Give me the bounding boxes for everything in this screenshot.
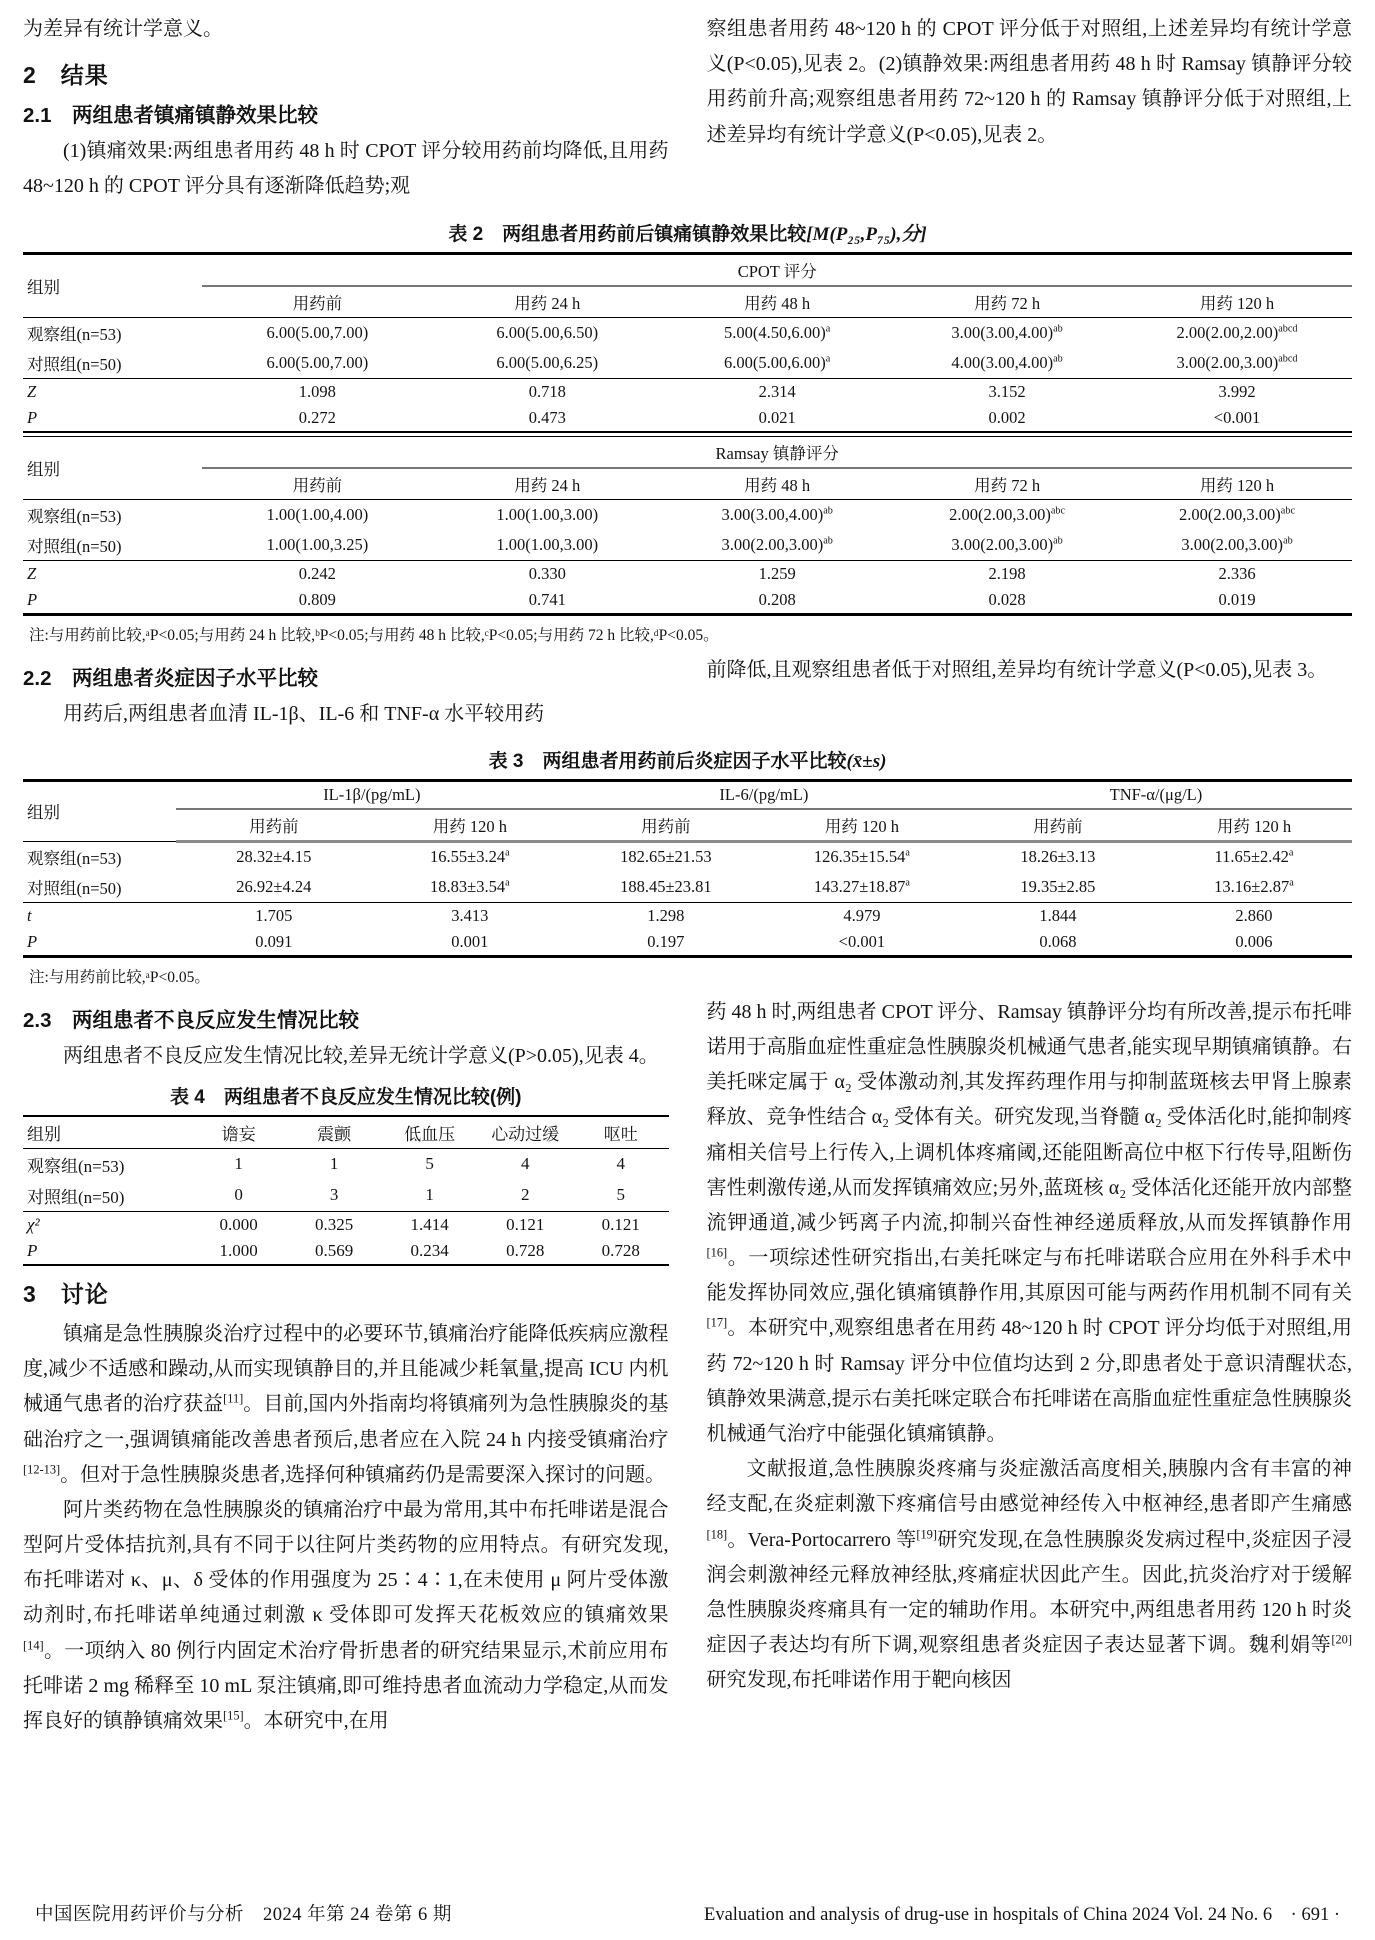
table-cell: 0.019	[1218, 589, 1256, 609]
table-cell: 2	[520, 1185, 530, 1205]
table-row	[23, 530, 1352, 561]
left-column-s22	[23, 653, 669, 732]
paragraph: 药 48 h 时,两组患者 CPOT 评分、Ramsay 镇静评分均有所改善,提示布托啡诺用于高脂血症性重症急性胰腺炎机械通气患者,能实现早期镇痛镇静。右美托咪定属于 α₂ 受体激动剂,其发挥药理作用与抑制蓝斑核去甲肾上腺素释放、竞争性结合 α₂ 受体有关。研究发现,当脊髓 α₂ 受体活化时,能抑制疼痛相关信号上行传入,上调机体疼痛阈,还能阻断高位中枢下行传导,阻断伤害性刺激传递,从而发挥镇痛效应;另外,蓝斑核 α₂ 受体活化还能开放内部整流钾通道,减少钙离子内流,抑制兴奋性神经递质释放,从而发挥镇静作用[16]。一项综述性研究指出,右美托咪定与布托啡诺联合应用在外科手术中能发挥协同效应,强化镇痛镇静作用,其原因可能与两药作用机制不同有关[17]。本研究中,观察组患者在用药 48~120 h 时 CPOT 评分均低于对照组,用药 72~120 h 时 Ramsay 评分中位值均达到 2 分,即患者处于意识清醒状态,镇静效果满意,提示右美托咪定联合布托啡诺在高脂血症性重症急性胰腺炎机械通气治疗中能强化镇痛镇静。	[706, 1000, 1352, 1445]
table-cell: 2.336	[1122, 560, 1352, 587]
column-header: 用药 24 h	[432, 286, 662, 318]
table-cell: 0.091	[255, 931, 293, 951]
results-intro-region	[23, 12, 1352, 205]
table4-block	[23, 1082, 669, 1266]
table-row	[23, 286, 1352, 318]
table-cell: 126.35±15.54$^a$	[813, 847, 910, 867]
table-cell: $3.00(2.00,3.00)^{abcd}$	[1176, 352, 1298, 372]
table-cell: 26.92±4.24	[236, 876, 312, 896]
table-cell: $3.00(2.00,3.00)^{ab}$	[1181, 534, 1293, 554]
table-cell: 5	[616, 1185, 625, 1205]
left-column-bottom	[23, 995, 669, 1739]
section-heading-discussion: 3 讨论	[23, 1280, 109, 1307]
table-row	[23, 436, 1352, 468]
table-cell: 3	[329, 1185, 339, 1205]
table-cell: 5	[425, 1154, 434, 1174]
table-cell: 6.00(5.00,7.00)	[266, 352, 369, 372]
table-cell: <0.001	[1213, 407, 1261, 427]
table-cell: 6.00(5.00,7.00)	[266, 322, 369, 342]
paragraph: 前降低,且观察组患者低于对照组,差异均有统计学意义(P<0.05),见表 3。	[706, 658, 1328, 681]
column-header: 用药 120 h	[1122, 468, 1352, 500]
table-cell: 0.234	[410, 1240, 449, 1260]
table-cell: $2.00(2.00,2.00)^{abcd}$	[1176, 322, 1298, 342]
table-cell: 19.35±2.85	[1020, 876, 1096, 896]
paragraph: (1)镇痛效果:两组患者用药 48 h 时 CPOT 评分较用药前均降低,且用药 48~120 h 的 CPOT 评分具有逐渐降低趋势;观	[23, 140, 669, 198]
row-label: P	[27, 931, 38, 951]
row-label: P	[27, 1240, 38, 1260]
row-label: 对照组(n=50)	[27, 536, 122, 556]
table-cell: 6.00(5.00,6.50)	[496, 322, 599, 342]
row-label: 对照组(n=50)	[27, 878, 122, 898]
table-cell: 0.000	[191, 1211, 287, 1238]
table-cell: 1	[425, 1185, 434, 1205]
table-cell: $3.00(3.00,4.00)^{ab}$	[951, 322, 1063, 342]
group-header: CPOT 评分	[202, 253, 1352, 286]
table-cell: 1	[329, 1154, 339, 1174]
table-row	[23, 929, 1352, 957]
table-cell: 6.00(5.00,6.25)	[496, 352, 599, 372]
paragraph: 文献报道,急性胰腺炎疼痛与炎症激活高度相关,胰腺内含有丰富的神经支配,在炎症刺激下疼痛信号由感觉神经传入中枢神经,患者即产生痛感[18]。Vera-Portocarrero 等[19]研究发现,在急性胰腺炎发病过程中,炎症因子浸润会刺激神经元释放神经肽,疼痛症状因此产生。因此,抗炎治疗对于缓解急性胰腺炎疼痛具有一定的辅助作用。本研究中,两组患者用药 120 h 时炎症因子表达均有所下调,观察组患者炎症因子表达显著下调。魏利娟等[20]研究发现,布托啡诺作用于靶向核因	[706, 1458, 1352, 1692]
table-cell: 0.002	[988, 407, 1026, 427]
column-header: 用药 120 h	[1156, 809, 1352, 842]
table-cell: 1.705	[176, 902, 372, 929]
left-column-top	[23, 12, 669, 205]
table-row	[23, 1180, 669, 1212]
right-column-bottom	[707, 995, 1353, 1739]
column-header: 用药 120 h	[1122, 286, 1352, 318]
page-footer	[23, 1894, 1352, 1926]
table-cell: 1.000	[219, 1240, 258, 1260]
table-cell: 0.006	[1235, 931, 1273, 951]
column-header: 用药前	[960, 809, 1156, 842]
column-header: 用药 120 h	[372, 809, 568, 842]
table-cell: 0.208	[758, 589, 796, 609]
table-cell: 16.55±3.24$^a$	[430, 847, 510, 867]
table-row	[23, 872, 1352, 903]
table2-formula: [M(P₂₅,P₇₅),分]	[806, 223, 927, 245]
table-row	[23, 1148, 669, 1180]
table-row	[23, 1116, 669, 1149]
table-cell: 0.242	[202, 560, 432, 587]
table-cell: 0.718	[432, 378, 662, 405]
table-cell: $5.00(4.50,6.00)^a$	[724, 322, 831, 342]
table-cell: 0.330	[432, 560, 662, 587]
table-row	[23, 499, 1352, 530]
table-cell: 0.001	[451, 931, 489, 951]
table-cell: 0	[234, 1185, 243, 1205]
table-row	[23, 587, 1352, 615]
table-row	[23, 780, 1352, 809]
column-header: 用药前	[202, 468, 432, 500]
table-row	[23, 560, 1352, 587]
table-cell: 3.152	[892, 378, 1122, 405]
table2-title: 表 2 两组患者用药前后镇痛镇静效果比较[M(P₂₅,P₇₅),分]	[448, 223, 927, 245]
row-label: 观察组(n=53)	[27, 324, 122, 344]
table-cell: 28.32±4.15	[236, 847, 312, 867]
table-cell: 1.844	[960, 902, 1156, 929]
table-cell: 188.45±23.81	[620, 876, 712, 896]
paragraph: 阿片类药物在急性胰腺炎的镇痛治疗中最为常用,其中布托啡诺是混合型阿片受体拮抗剂,具有不同于以往阿片类药物的应用特点。有研究发现,布托啡诺对 κ、μ、δ 受体的作用强度为 25∶4∶1,在未使用 μ 阿片受体激动剂时,布托啡诺单纯通过刺激 κ 受体即可发挥天花板效应的镇痛效果[14]。一项纳入 80 例行内固定术治疗骨折患者的研究结果显示,术前应用布托啡诺 2 mg 稀释至 10 mL 泵注镇痛,即可维持患者血流动力学稳定,从而发挥良好的镇静镇痛效果[15]。本研究中,在用	[23, 1498, 669, 1732]
table4	[23, 1115, 669, 1266]
table-cell: 0.121	[573, 1211, 669, 1238]
table-cell: 0.728	[506, 1240, 545, 1260]
footer-journal-en: Evaluation and analysis of drug-use in hospitals of China 2024 Vol. 24 No. 6 · 691 ·	[704, 1905, 1340, 1925]
table3-formula: (x̄±s)	[846, 750, 887, 772]
table-row	[23, 253, 1352, 286]
group-header: Ramsay 镇静评分	[202, 436, 1352, 468]
discussion-right-paragraphs	[707, 995, 1353, 1699]
table-cell: 1.00(1.00,3.25)	[266, 534, 369, 554]
table-cell: 13.16±2.87$^a$	[1214, 876, 1294, 896]
table-cell: 0.197	[647, 931, 685, 951]
table-cell: 1.00(1.00,3.00)	[496, 504, 599, 524]
column-header: 用药 48 h	[662, 286, 892, 318]
column-header: 谵妄	[191, 1116, 287, 1149]
table-row	[23, 317, 1352, 348]
table-cell: $3.00(2.00,3.00)^{ab}$	[721, 534, 833, 554]
paragraph: 两组患者不良反应发生情况比较,差异无统计学意义(P>0.05),见表 4。	[63, 1044, 659, 1067]
table-cell: 3.992	[1122, 378, 1352, 405]
column-header: 组别	[23, 780, 176, 841]
table-cell: 4	[520, 1154, 530, 1174]
table-cell: 4	[616, 1154, 625, 1174]
column-header: 组别	[23, 436, 202, 499]
section-heading-2-1: 2.1 两组患者镇痛镇静效果比较	[23, 104, 318, 128]
paragraph: 察组患者用药 48~120 h 的 CPOT 评分低于对照组,上述差异均有统计学意义(P<0.05),见表 2。(2)镇静效果:两组患者用药 48 h 时 Ramsay 镇静评分较用药前升高;观察组患者用药 72~120 h 的 Ramsay 镇静评分低于对照组,上述差异均有统计学意义(P<0.05),见表 2。	[706, 18, 1352, 146]
table-cell: 1	[234, 1154, 243, 1174]
column-header: 组别	[23, 253, 202, 317]
table-cell: 1.098	[202, 378, 432, 405]
column-header: 心动过缓	[477, 1116, 573, 1149]
bottom-region	[23, 995, 1352, 1739]
table-row	[23, 468, 1352, 500]
table2-section-2	[23, 436, 1352, 616]
table-cell: 1.259	[662, 560, 892, 587]
group-header: IL-6/(pg/mL)	[568, 780, 960, 809]
table3	[23, 779, 1352, 958]
table-cell: 11.65±2.42$^a$	[1214, 847, 1294, 867]
column-header: 用药 48 h	[662, 468, 892, 500]
row-label: 对照组(n=50)	[27, 1187, 125, 1207]
table3-table	[23, 779, 1352, 958]
column-header: 用药前	[202, 286, 432, 318]
table-cell: 0.728	[601, 1240, 640, 1260]
table-cell: 18.83±3.54$^a$	[430, 876, 510, 896]
group-header: IL-1β/(pg/mL)	[176, 780, 568, 809]
table-cell: 0.741	[528, 589, 566, 609]
table-row	[23, 405, 1352, 432]
table3-title: 表 3 两组患者用药前后炎症因子水平比较(x̄±s)	[488, 750, 887, 772]
table-row	[23, 348, 1352, 379]
table-cell: 1.414	[382, 1211, 478, 1238]
row-label: Z	[23, 378, 202, 405]
footer-journal-cn: 中国医院用药评价与分析 2024 年第 24 卷第 6 期	[35, 1905, 452, 1925]
table-cell: 2.860	[1156, 902, 1352, 929]
table-cell: 182.65±21.53	[620, 847, 712, 867]
column-header: 用药 72 h	[892, 468, 1122, 500]
table-cell: 2.314	[662, 378, 892, 405]
row-label: P	[27, 407, 38, 427]
row-label: 观察组(n=53)	[27, 848, 122, 868]
table4-label: 表 4	[169, 1086, 205, 1108]
column-header: 震颤	[286, 1116, 382, 1149]
table3-block	[23, 738, 1352, 991]
table-cell: 0.325	[286, 1211, 382, 1238]
column-header: 用药 120 h	[764, 809, 960, 842]
table-cell: 0.473	[528, 407, 566, 427]
section-heading-results: 2 结果	[23, 62, 109, 89]
table-cell: 0.272	[298, 407, 336, 427]
row-label: Z	[23, 560, 202, 587]
table-cell: $6.00(5.00,6.00)^a$	[724, 352, 831, 372]
table2	[23, 252, 1352, 616]
table-cell: $4.00(3.00,4.00)^{ab}$	[951, 352, 1063, 372]
table2-block	[23, 211, 1352, 649]
table2-note: 注:与用药前比较,ᵃP<0.05;与用药 24 h 比较,ᵇP<0.05;与用药 48 h 比较,ᶜP<0.05;与用药 72 h 比较,ᵈP<0.05。	[29, 626, 719, 644]
row-label: P	[27, 589, 38, 609]
row-label: 对照组(n=50)	[27, 354, 122, 374]
row-label: 观察组(n=53)	[27, 506, 122, 526]
paragraph-continuation: 为差异有统计学意义。	[23, 18, 223, 40]
table-cell: $2.00(2.00,3.00)^{abc}$	[949, 504, 1066, 524]
table-cell: 1.00(1.00,4.00)	[266, 504, 369, 524]
table-cell: 0.121	[477, 1211, 573, 1238]
table3-label: 表 3	[488, 750, 524, 772]
table-row	[23, 1238, 669, 1265]
table-row	[23, 809, 1352, 842]
table4-title: 表 4 两组患者不良反应发生情况比较(例)	[169, 1086, 522, 1108]
table-cell: 0.809	[298, 589, 336, 609]
group-header: TNF-α/(μg/L)	[960, 780, 1352, 809]
table-cell: $2.00(2.00,3.00)^{abc}$	[1179, 504, 1295, 524]
column-header: 用药 72 h	[892, 286, 1122, 318]
column-header: 呕吐	[573, 1116, 669, 1149]
column-header: 用药 24 h	[432, 468, 662, 500]
table-cell: 18.26±3.13	[1020, 847, 1096, 867]
row-label: 观察组(n=53)	[27, 1156, 125, 1176]
table-cell: $3.00(3.00,4.00)^{ab}$	[721, 504, 833, 524]
paragraph: 用药后,两组患者血清 IL-1β、IL-6 和 TNF-α 水平较用药	[63, 702, 545, 725]
column-header: 用药前	[568, 809, 764, 842]
table-cell: 3.413	[372, 902, 568, 929]
section-heading-2-2: 2.2 两组患者炎症因子水平比较	[23, 666, 318, 690]
section-heading-2-3: 2.3 两组患者不良反应发生情况比较	[23, 1008, 359, 1032]
table-cell: <0.001	[838, 931, 886, 951]
table-cell: 4.979	[764, 902, 960, 929]
column-header: 组别	[23, 1116, 191, 1149]
table-cell: 2.198	[892, 560, 1122, 587]
right-column-top	[707, 12, 1353, 205]
table4-table	[23, 1115, 669, 1266]
discussion-left-paragraphs	[23, 1317, 669, 1739]
table-cell: 0.068	[1039, 931, 1077, 951]
table-cell: 143.27±18.87$^a$	[813, 876, 910, 896]
table-cell: 0.569	[315, 1240, 354, 1260]
right-column-s22	[707, 653, 1353, 732]
table-cell: 1.00(1.00,3.00)	[496, 534, 599, 554]
table-row	[23, 378, 1352, 405]
inflammation-region	[23, 653, 1352, 732]
table2-section-1	[23, 252, 1352, 433]
table-cell: 0.028	[988, 589, 1026, 609]
column-header: 用药前	[176, 809, 372, 842]
table-row	[23, 1211, 669, 1238]
table-row	[23, 841, 1352, 872]
row-label: t	[23, 902, 176, 929]
table-row	[23, 902, 1352, 929]
paragraph: 镇痛是急性胰腺炎治疗过程中的必要环节,镇痛治疗能降低疾病应激程度,减少不适感和躁动,从而实现镇静目的,并且能减少耗氧量,提高 ICU 内机械通气患者的治疗获益[11]。目前,国内外指南均将镇痛列为急性胰腺炎的基础治疗之一,强调镇痛能改善患者预后,患者应在入院 24 h 内接受镇痛治疗[12-13]。但对于急性胰腺炎患者,选择何种镇痛药仍是需要深入探讨的问题。	[23, 1322, 669, 1486]
row-label: χ²	[23, 1211, 191, 1238]
table-cell: 1.298	[568, 902, 764, 929]
table-cell: $3.00(2.00,3.00)^{ab}$	[951, 534, 1063, 554]
column-header: 低血压	[382, 1116, 478, 1149]
table2-label: 表 2	[448, 223, 484, 245]
table-cell: 0.021	[758, 407, 796, 427]
table3-note: 注:与用药前比较,ᵃP<0.05。	[29, 968, 210, 986]
